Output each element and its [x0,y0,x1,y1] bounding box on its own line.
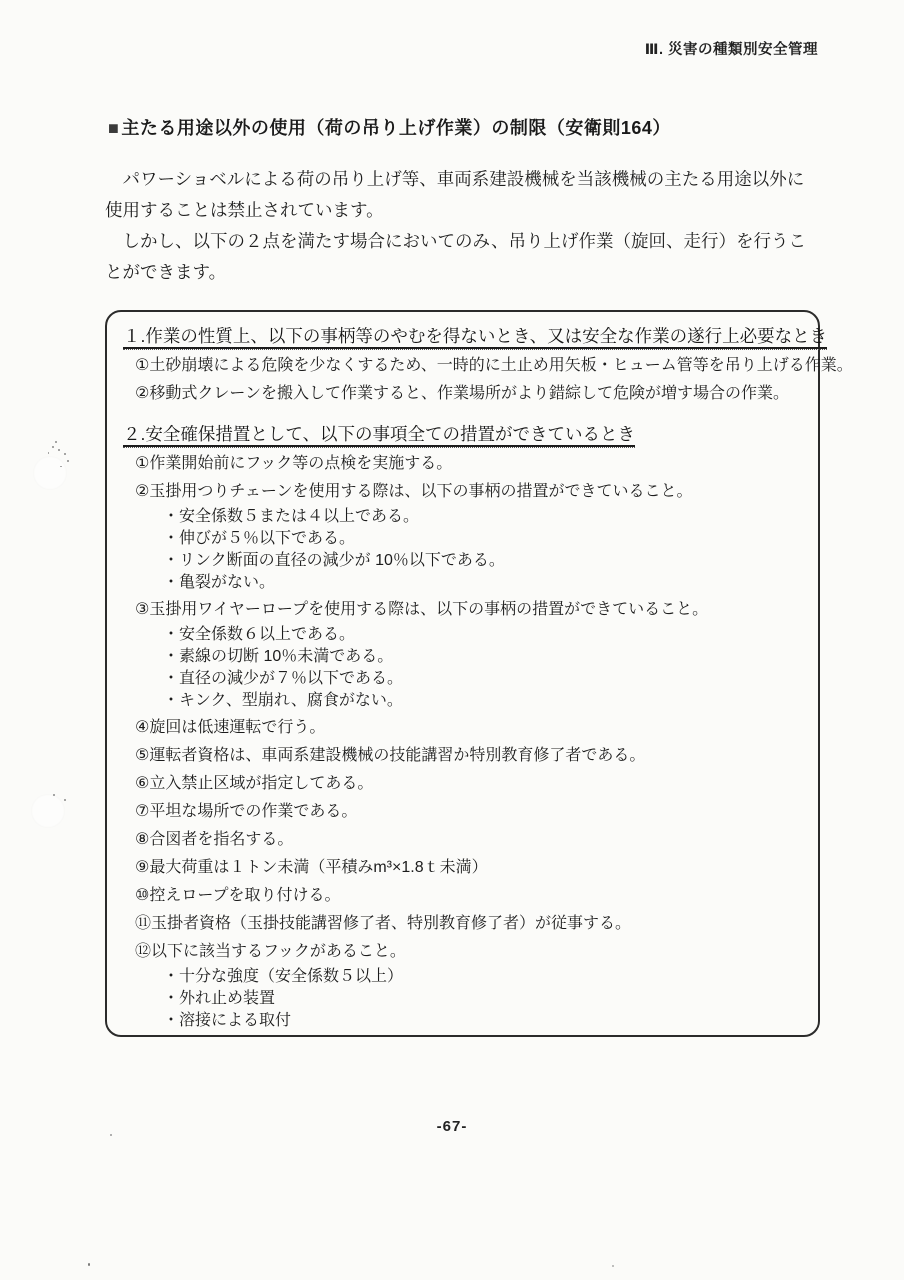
punch-hole-shadow [31,794,65,828]
chapter-header: Ⅲ. 災害の種類別安全管理 [644,42,818,58]
list-item: ②移動式クレーンを搬入して作業すると、作業場所がより錯綜して危険が増す場合の作業。 [135,385,790,402]
list-item-text: ③玉掛用ワイヤーロープを使用する際は、以下の事柄の措置ができていること。 [135,601,709,618]
list-item: ⑧合図者を指名する。 [135,831,294,848]
sub-list-item: ・素線の切断 10％未満である。 [163,648,394,665]
sub-list-item: ・外れ止め装置 [163,990,276,1007]
sub-list [163,506,802,594]
list-item: ①作業開始前にフック等の点検を実施する。 [135,455,453,472]
scan-speckle [612,1265,614,1267]
scan-speckle [64,799,66,801]
intro-paragraphs [105,164,813,288]
sub-list-item: ・伸びが５％以下である。 [163,530,356,547]
scan-speckle [53,794,55,796]
sub-list-item: ・溶接による取付 [163,1012,292,1029]
list-item: ④旋回は低速運転で行う。 [135,719,326,736]
sub-list [163,624,802,712]
list-item [135,940,802,1032]
scan-speckle [88,1263,90,1266]
sub-list [163,966,802,1032]
scan-speckle [48,452,49,454]
list-item: ⑥立入禁止区域が指定してある。 [135,775,374,792]
scan-speckle [52,446,54,448]
intro-paragraph: しかし、以下の２点を満たす場合においてのみ、吊り上げ作業（旋回、走行）を行うことができます。 [105,231,807,282]
conditions-box [105,310,853,1037]
scan-speckle [67,460,69,462]
scan-speckle [55,441,57,443]
sub-list-item: ・安全係数６以上である。 [163,626,356,643]
list-item: ⑨最大荷重は１トン未満（平積みm³×1.8ｔ未満） [135,859,488,876]
sub-list-item: ・リンク断面の直径の減少が 10％以下である。 [163,552,505,569]
list-item: ⑤運転者資格は、車両系建設機械の技能講習か特別教育修了者である。 [135,747,646,764]
section2-heading: ２.安全確保措置として、以下の事項全ての措置ができているとき [123,422,802,446]
scan-speckle [64,453,66,455]
scan-speckle [58,449,60,451]
sub-list-item: ・安全係数５または４以上である。 [163,508,420,525]
list-item [135,598,802,712]
sub-list-item: ・亀裂がない。 [163,574,276,591]
scan-speckle [60,466,62,467]
page-number: -67- [436,1118,468,1135]
list-item [135,480,802,594]
list-item-text: ②玉掛用つりチェーンを使用する際は、以下の事柄の措置ができていること。 [135,483,693,500]
list-item: ⑩控えロープを取り付ける。 [135,887,341,904]
list-item-text: ⑫以下に該当するフックがあること。 [135,943,406,960]
sub-list-item: ・キンク、型崩れ、腐食がない。 [163,692,403,709]
page-title [108,114,671,140]
section1-heading: １.作業の性質上、以下の事柄等のやむを得ないとき、又は安全な作業の遂行上必要なとき [123,324,802,348]
list-item: ⑪玉掛者資格（玉掛技能講習修了者、特別教育修了者）が従事する。 [135,915,632,932]
scan-speckle [110,1134,112,1136]
heading-square-icon: ■ [108,118,120,138]
punch-hole-shadow [33,456,67,490]
list-item: ①土砂崩壊による危険を少なくするため、一時的に土止め用矢板・ヒューム管等を吊り上げる作業。 [135,357,853,374]
list-item: ⑦平坦な場所での作業である。 [135,803,358,820]
page-title-text: 主たる用途以外の使用（荷の吊り上げ作業）の制限（安衛則164） [121,118,671,138]
sub-list-item: ・十分な強度（安全係数５以上） [163,968,404,985]
sub-list-item: ・直径の減少が７％以下である。 [163,670,404,687]
intro-paragraph: パワーショベルによる荷の吊り上げ等、車両系建設機械を当該機械の主たる用途以外に使用することは禁止されています。 [105,169,805,220]
